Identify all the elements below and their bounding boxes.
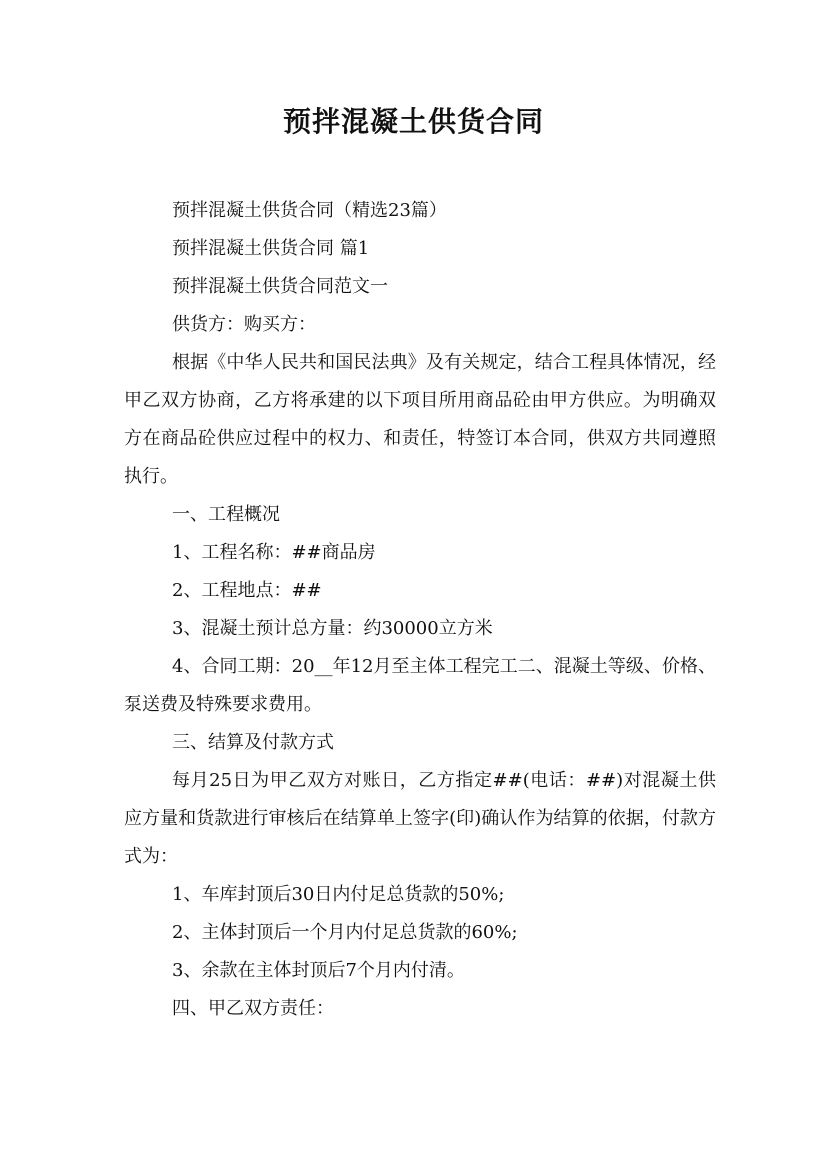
paragraph-sample-title: 预拌混凝土供货合同范文一 — [172, 276, 388, 297]
document-title: 预拌混凝土供货合同 — [282, 105, 544, 138]
paragraph-settlement: 每月25日为甲乙双方对账日，乙方指定##(电话：##)对混凝土供应方量和货款进行审核后在结算单上签字(印)确认作为结算的依据，付款方式为： — [124, 770, 716, 867]
list-item-concrete-volume: 3、混凝土预计总方量：约30000立方米 — [172, 618, 493, 639]
section-heading-overview: 一、工程概况 — [172, 504, 280, 525]
section-heading-settlement: 三、结算及付款方式 — [172, 732, 334, 753]
list-item-payment-3: 3、余款在主体封顶后7个月内付清。 — [172, 960, 465, 981]
paragraph-chapter: 预拌混凝土供货合同 篇1 — [172, 238, 370, 259]
list-item-project-name: 1、工程名称：##商品房 — [172, 542, 376, 563]
list-item-contract-period: 4、合同工期：20__年12月至主体工程完工二、混凝土等级、价格、泵送费及特殊要求费用。 — [124, 656, 716, 715]
document-body — [124, 192, 716, 1028]
paragraph-preamble: 根据《中华人民共和国民法典》及有关规定，结合工程具体情况，经甲乙双方协商，乙方将承建的以下项目所用商品砼由甲方供应。为明确双方在商品砼供应过程中的权力、和责任，特签订本合同，供双方共同遵照执行。 — [124, 352, 716, 487]
list-item-project-location: 2、工程地点：## — [172, 580, 322, 601]
section-heading-responsibilities: 四、甲乙双方责任： — [172, 998, 334, 1019]
list-item-payment-2: 2、主体封顶后一个月内付足总货款的60%; — [172, 922, 518, 943]
paragraph-subtitle: 预拌混凝土供货合同（精选23篇） — [172, 200, 447, 221]
list-item-payment-1: 1、车库封顶后30日内付足总货款的50%; — [172, 884, 505, 905]
paragraph-parties: 供货方：购买方： — [172, 314, 316, 335]
